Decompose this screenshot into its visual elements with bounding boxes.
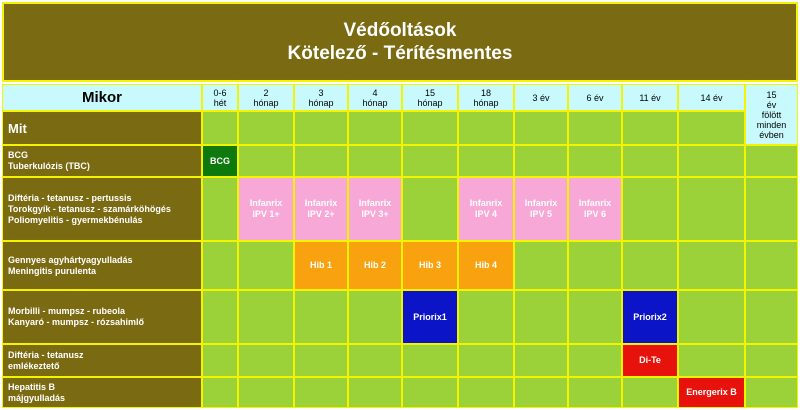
- disease-label-line: Hepatitis B: [8, 381, 56, 392]
- age-label: [700, 93, 722, 103]
- vaccine-label: [413, 312, 447, 323]
- age-column-header: [202, 84, 238, 111]
- vaccine-label: [579, 198, 612, 220]
- vaccine-block: [295, 178, 347, 240]
- schedule-cell: [348, 145, 402, 177]
- vaccine-block: [349, 242, 401, 289]
- schedule-cell: [348, 290, 402, 344]
- schedule-cell: [294, 344, 348, 377]
- mit-header: [2, 111, 202, 145]
- age-label-line: 2: [263, 87, 269, 98]
- age-label-line: fölött: [761, 109, 782, 120]
- age-label-line: 15: [766, 89, 777, 100]
- age-column-header: [745, 84, 798, 145]
- vaccine-label-line: Priorix2: [633, 311, 667, 322]
- disease-label-line: májgyulladás: [8, 392, 66, 403]
- schedule-cell: [514, 290, 568, 344]
- schedule-cell: [402, 344, 458, 377]
- vaccine-label: [305, 198, 338, 220]
- vaccine-label: [250, 198, 283, 220]
- schedule-cell: [622, 111, 678, 145]
- schedule-cell: [294, 290, 348, 344]
- age-label-line: 3: [318, 87, 324, 98]
- vaccine-label: [359, 198, 392, 220]
- title-banner: [2, 2, 798, 82]
- vaccine-label: [475, 260, 497, 271]
- schedule-cell: [568, 241, 622, 290]
- age-column-header: [678, 84, 745, 111]
- disease-label-line: Torokgyík - tetanusz - szamárköhögés: [8, 203, 171, 214]
- age-label: [417, 88, 442, 108]
- age-label-line: 15: [424, 87, 435, 98]
- schedule-cell: [202, 241, 238, 290]
- vaccine-label-line: Infanrix: [469, 198, 503, 208]
- vaccine-label-line: Infanrix: [578, 198, 612, 208]
- age-label-line: hónap: [417, 97, 443, 108]
- age-label-line: hónap: [308, 97, 334, 108]
- schedule-cell: [294, 145, 348, 177]
- vaccine-block: [515, 178, 567, 240]
- schedule-cell: [402, 145, 458, 177]
- disease-label-line: Kanyaró - mumpsz - rózsahimlő: [8, 317, 145, 327]
- vaccine-label-line: IPV 5: [529, 209, 552, 219]
- disease-label: [2, 377, 202, 408]
- age-label: [586, 93, 603, 103]
- vaccine-label: [419, 260, 441, 271]
- schedule-cell: [402, 177, 458, 241]
- schedule-cell: [458, 145, 514, 177]
- vaccine-block: [295, 242, 347, 289]
- schedule-cell: [294, 111, 348, 145]
- vaccine-label-line: Infanrix: [249, 198, 283, 208]
- schedule-cell: [514, 344, 568, 377]
- vaccine-label-line: Infanrix: [524, 198, 558, 208]
- schedule-cell: [294, 377, 348, 408]
- disease-label: [2, 241, 202, 290]
- vaccine-label-line: IPV 6: [583, 209, 606, 219]
- age-column-header: [402, 84, 458, 111]
- disease-label: [2, 145, 202, 177]
- age-column-header: [514, 84, 568, 111]
- vaccine-label: [633, 312, 667, 323]
- age-label-line: 4: [372, 87, 378, 98]
- vaccine-label: [639, 355, 661, 366]
- age-label-line: hónap: [473, 97, 499, 108]
- vaccine-label: [470, 198, 503, 220]
- title-line-2: Kötelező - Térítésmentes: [287, 43, 513, 64]
- schedule-cell: [678, 177, 745, 241]
- age-column-header: [348, 84, 402, 111]
- schedule-cell: [238, 290, 294, 344]
- schedule-cell: [745, 241, 798, 290]
- disease-label-line: Morbilli - mumpsz - rubeola: [8, 306, 126, 316]
- disease-label: [2, 290, 202, 344]
- age-label: [639, 93, 660, 103]
- schedule-cell: [568, 377, 622, 408]
- vaccine-label: [525, 198, 558, 220]
- vaccine-block: [203, 146, 237, 176]
- vaccine-label-line: Hib 2: [363, 260, 386, 270]
- schedule-cell: [458, 111, 514, 145]
- age-label-line: hónap: [362, 97, 388, 108]
- disease-label-line: emlékeztető: [8, 360, 60, 371]
- vaccine-label-line: Di-Te: [639, 355, 661, 365]
- vaccine-label-line: Hib 1: [309, 260, 332, 270]
- vaccine-label-line: IPV 1+: [252, 209, 280, 219]
- schedule-cell: [458, 344, 514, 377]
- disease-label-line: Meningitis purulenta: [8, 265, 97, 276]
- schedule-cell: [568, 290, 622, 344]
- age-column-header: [622, 84, 678, 111]
- schedule-cell: [238, 145, 294, 177]
- age-label-line: hét: [213, 97, 227, 108]
- vaccine-label-line: Hib 3: [418, 260, 441, 270]
- vaccine-label: [310, 260, 332, 271]
- age-label: [532, 93, 549, 103]
- vaccine-label-line: Infanrix: [304, 198, 338, 208]
- schedule-cell: [514, 241, 568, 290]
- schedule-cell: [568, 145, 622, 177]
- schedule-cell: [745, 177, 798, 241]
- vaccine-block: [459, 242, 513, 289]
- schedule-cell: [238, 377, 294, 408]
- age-label: [308, 88, 333, 108]
- vaccine-block: [623, 345, 677, 376]
- age-label: [757, 90, 787, 140]
- schedule-cell: [678, 145, 745, 177]
- age-label-line: évben: [759, 129, 784, 140]
- age-label-line: hónap: [253, 97, 279, 108]
- vaccine-block: [403, 291, 457, 343]
- vaccine-block: [349, 178, 401, 240]
- vaccine-block: [239, 178, 293, 240]
- vaccine-label: [210, 156, 230, 167]
- age-label-line: 0-6: [213, 87, 227, 98]
- disease-label-line: Poliomyelitis - gyermekbénulás: [8, 214, 143, 225]
- schedule-cell: [514, 145, 568, 177]
- disease-label-line: Mit: [8, 120, 27, 136]
- age-label-line: 14 év: [700, 92, 723, 103]
- vaccine-label-line: Infanrix: [358, 198, 392, 208]
- vaccine-label-line: IPV 3+: [361, 209, 389, 219]
- schedule-cell: [458, 377, 514, 408]
- schedule-cell: [348, 111, 402, 145]
- vaccine-label-line: Hib 4: [474, 260, 497, 270]
- schedule-cell: [678, 344, 745, 377]
- schedule-cell: [745, 145, 798, 177]
- schedule-cell: [745, 344, 798, 377]
- schedule-cell: [622, 377, 678, 408]
- schedule-cell: [514, 111, 568, 145]
- vaccine-label: [364, 260, 386, 271]
- vaccine-block: [403, 242, 457, 289]
- vaccine-block: [459, 178, 513, 240]
- vaccine-label-line: IPV 2+: [307, 209, 335, 219]
- age-label-line: 18: [480, 87, 491, 98]
- disease-label-line: Gennyes agyhártyagyulladás: [8, 254, 133, 265]
- mikor-header: Mikor: [2, 84, 202, 111]
- schedule-cell: [568, 111, 622, 145]
- age-column-header: [294, 84, 348, 111]
- vaccine-label: [686, 387, 737, 398]
- schedule-cell: [678, 290, 745, 344]
- title-line-1: Védőoltások: [343, 20, 457, 41]
- schedule-cell: [238, 241, 294, 290]
- disease-label: [2, 177, 202, 241]
- schedule-cell: [202, 290, 238, 344]
- schedule-cell: [568, 344, 622, 377]
- age-label-line: 6 év: [586, 92, 604, 103]
- schedule-cell: [348, 344, 402, 377]
- age-label-line: minden: [756, 119, 787, 130]
- vaccine-block: [623, 291, 677, 343]
- age-column-header: [458, 84, 514, 111]
- schedule-cell: [622, 177, 678, 241]
- age-label: [362, 88, 387, 108]
- disease-label-line: Diftéria - tetanusz - pertussis: [8, 192, 132, 203]
- disease-label-line: BCG: [8, 150, 28, 160]
- schedule-cell: [238, 111, 294, 145]
- schedule-cell: [514, 377, 568, 408]
- age-label: [213, 88, 226, 108]
- schedule-cell: [622, 145, 678, 177]
- disease-label: [2, 344, 202, 377]
- schedule-cell: [745, 290, 798, 344]
- schedule-cell: [622, 241, 678, 290]
- disease-label-line: Diftéria - tetanusz: [8, 349, 84, 360]
- age-column-header: [568, 84, 622, 111]
- age-label-line: év: [766, 99, 777, 110]
- schedule-cell: [202, 377, 238, 408]
- schedule-cell: [402, 111, 458, 145]
- vaccine-label-line: IPV 4: [474, 209, 497, 219]
- vaccine-label-line: BCG: [210, 155, 230, 166]
- vaccine-block: [679, 378, 744, 407]
- vaccine-label-line: Energerix B: [686, 387, 737, 397]
- age-label-line: 3 év: [532, 92, 550, 103]
- schedule-cell: [202, 344, 238, 377]
- age-label: [473, 88, 498, 108]
- schedule-cell: [678, 111, 745, 145]
- schedule-cell: [202, 111, 238, 145]
- age-label-line: 11 év: [639, 92, 661, 103]
- disease-label-line: Tuberkulózis (TBC): [8, 161, 90, 171]
- age-column-header: [238, 84, 294, 111]
- vaccine-label-line: Priorix1: [413, 311, 447, 322]
- schedule-cell: [678, 241, 745, 290]
- vaccine-block: [569, 178, 621, 240]
- schedule-cell: [348, 377, 402, 408]
- schedule-cell: [402, 377, 458, 408]
- age-label: [253, 88, 278, 108]
- schedule-cell: [238, 344, 294, 377]
- schedule-cell: [202, 177, 238, 241]
- schedule-cell: [745, 377, 798, 408]
- schedule-cell: [458, 290, 514, 344]
